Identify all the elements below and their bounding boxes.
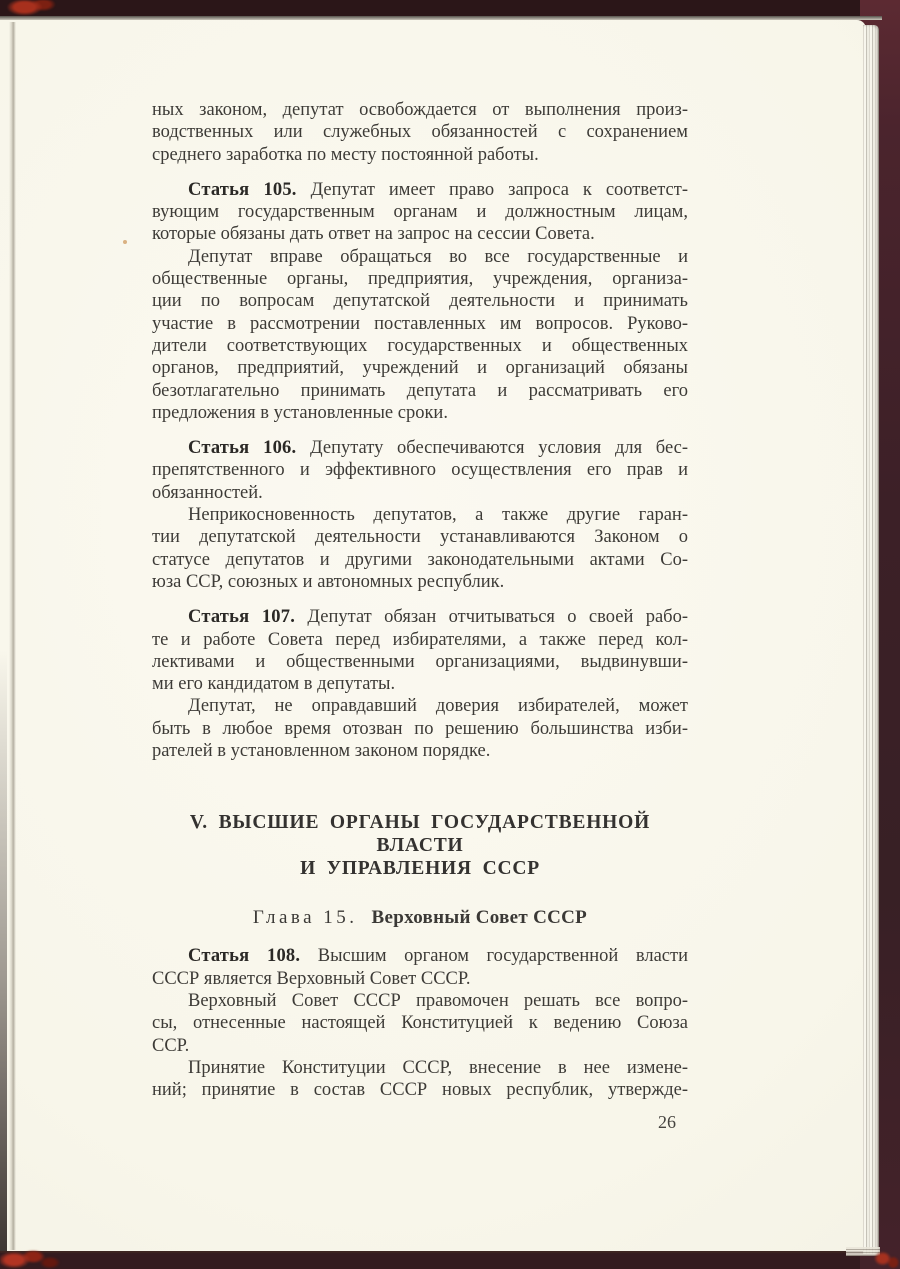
page-edge-stack <box>863 25 879 1254</box>
text-line: статусе депутатов и другими законодательными актами Со- <box>152 549 688 570</box>
text-line: ми его кандидатом в депутаты. <box>152 674 396 695</box>
text-line: лективами и общественными организациями, выдвинувши- <box>152 651 688 672</box>
page-gutter-crease <box>9 22 16 1250</box>
text-line: ний; принятие в состав СССР новых республик, утвержде- <box>152 1080 688 1101</box>
text-line: Депутат, не оправдавший доверия избирателей, может <box>188 696 688 717</box>
article-block <box>152 606 688 695</box>
red-cover-corner-bottom-right <box>872 1250 900 1269</box>
left-edge-shadow <box>0 650 7 1251</box>
text-line: среднего заработка по месту постоянной работы. <box>152 144 539 165</box>
text-line: те и работе Совета перед избирателями, а также перед кол- <box>152 629 688 650</box>
text-line: Статья 106. Депутату обеспечиваются условия для бес- <box>188 438 689 459</box>
text-line: Верховный Совет СССР правомочен решать все вопро- <box>188 990 688 1011</box>
section-heading-line2: И УПРАВЛЕНИЯ СССР <box>300 858 540 880</box>
chapter-heading <box>152 906 688 929</box>
page-text-column <box>152 99 688 1134</box>
text-line: тии депутатской деятельности устанавливаются Законом о <box>152 527 688 548</box>
text-line: СССР является Верховный Совет СССР. <box>152 968 471 989</box>
text-line: предложения в установленные сроки. <box>152 402 448 423</box>
chapter-label: Глава 15. <box>252 907 358 929</box>
text-line: вующим государственным органам и должностным лицам, <box>152 202 688 223</box>
text-line: дители соответствующих государственных и общественных <box>152 335 688 356</box>
text-line: Депутат вправе обращаться во все государственные и <box>188 246 688 267</box>
paper-speck <box>123 240 127 244</box>
articles-bottom <box>152 945 688 1101</box>
paragraph-block <box>152 695 688 762</box>
paragraph-block <box>152 1057 688 1102</box>
section-heading-line1: V. ВЫСШИЕ ОРГАНЫ ГОСУДАРСТВЕННОЙ ВЛАСТИ <box>189 812 651 857</box>
paragraph-block <box>152 246 688 424</box>
text-line: Неприкосновенность депутатов, а также другие гаран- <box>188 505 688 526</box>
text-line: которые обязаны дать ответ на запрос на сессии Совета. <box>152 224 595 245</box>
text-line: участие в рассмотрении поставленных им вопросов. Руково- <box>152 313 688 334</box>
text-line: препятственного и эффективного осуществления его прав и <box>152 460 688 481</box>
text-line: Принятие Конституции СССР, внесение в нее измене- <box>188 1057 688 1078</box>
articles-top <box>152 99 688 762</box>
text-line: юза ССР, союзных и автономных республик. <box>152 571 505 592</box>
text-line: ССР. <box>152 1035 190 1056</box>
text-line: общественные органы, предприятия, учреждения, организа- <box>152 269 688 290</box>
paragraph-block <box>152 99 688 166</box>
text-line: ных законом, депутат освобождается от выполнения произ- <box>152 100 688 120</box>
page-number: 26 <box>658 1112 676 1133</box>
article-block <box>152 437 688 504</box>
text-line: водственных или служебных обязанностей с сохранением <box>152 122 688 143</box>
text-line: обязанностей. <box>152 482 263 503</box>
red-cover-corner-top-left <box>5 0 61 16</box>
text-line: Статья 107. Депутат обязан отчитываться о своей рабо- <box>188 607 689 628</box>
text-line: сы, отнесенные настоящей Конституцией к ведению Союза <box>152 1013 688 1034</box>
text-line: быть в любое время отозван по решению большинства изби- <box>152 718 688 739</box>
text-line: рателей в установленном законом порядке. <box>152 741 491 762</box>
text-line: ции по вопросам депутатской деятельности и принимать <box>152 291 688 312</box>
red-cover-corner-bottom-left <box>0 1249 64 1269</box>
paragraph-block <box>152 990 688 1057</box>
chapter-title: Верховный Совет СССР <box>371 907 588 929</box>
text-line: безотлагательно принимать депутата и рассматривать его <box>152 380 688 401</box>
text-line: Статья 108. Высшим органом государственной власти <box>188 946 688 967</box>
text-line: органов, предприятий, учреждений и организаций обязаны <box>152 358 688 379</box>
article-block <box>152 179 688 246</box>
section-heading <box>152 811 688 880</box>
article-block <box>152 945 688 990</box>
text-line: Статья 105. Депутат имеет право запроса к соответст- <box>188 179 688 200</box>
paragraph-block <box>152 504 688 593</box>
